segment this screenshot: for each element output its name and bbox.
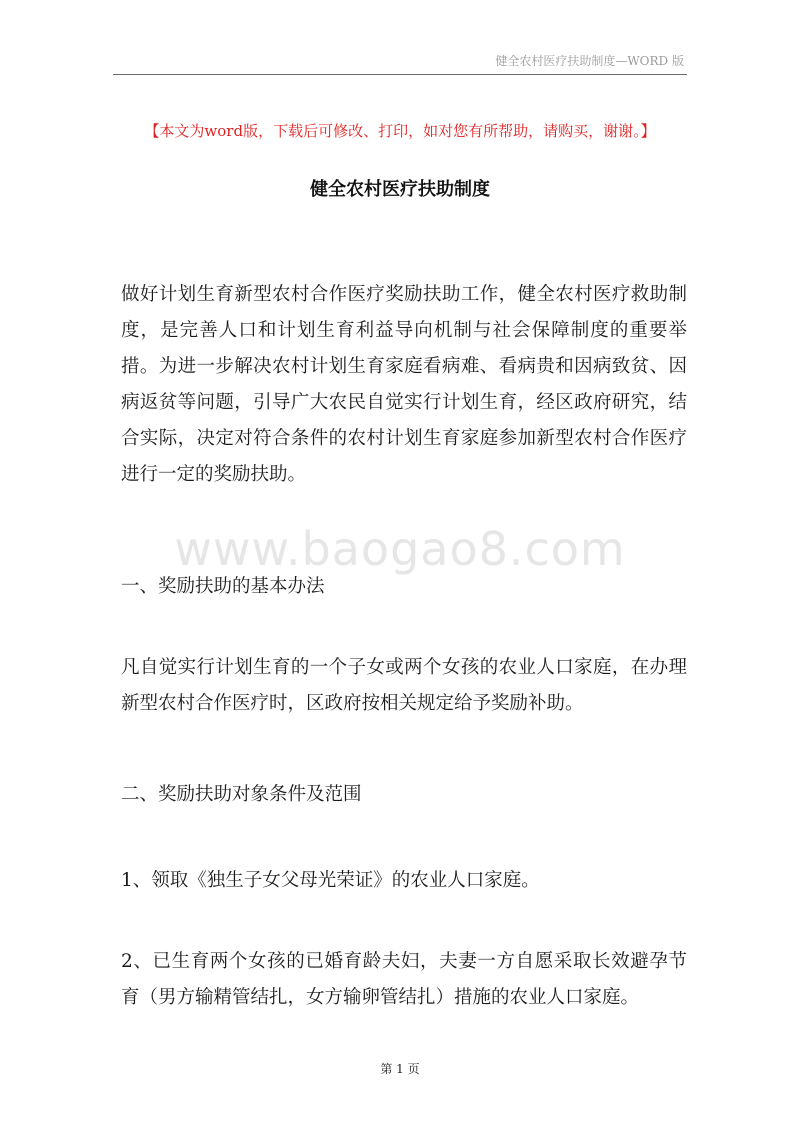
document-title: 健全农村医疗扶助制度 — [310, 179, 490, 200]
intro-paragraph: 做好计划生育新型农村合作医疗奖励扶助工作，健全农村医疗救助制度，是完善人口和计划生育利益导向机制与社会保障制度的重要举措。为进一步解决农村计划生育家庭看病难、看病贵和因病致贫、因病返贫等问题，引导广大农民自觉实行计划生育，经区政府研究，结合实际，决定对符合条件的农村计划生育家庭参加新型农村合作医疗进行一定的奖励扶助。 — [121, 284, 687, 485]
watermark: www.baogao8.com — [174, 522, 626, 576]
running-header: 健全农村医疗扶助制度—WORD 版 — [495, 54, 684, 68]
section-heading-2: 二、奖励扶助对象条件及范围 — [121, 784, 362, 805]
download-notice: 【本文为word版，下载后可修改、打印，如对您有所帮助，请购买，谢谢。】 — [144, 122, 656, 140]
page-number: 第 1 页 — [380, 1062, 420, 1076]
list-item-2: 2、已生育两个女孩的已婚育龄夫妇，夫妻一方自愿采取长效避孕节育（男方输精管结扎，女方输卵管结扎）措施的农业人口家庭。 — [121, 951, 687, 1008]
section-heading-1: 一、奖励扶助的基本办法 — [121, 576, 325, 597]
list-item-1: 1、领取《独生子女父母光荣证》的农业人口家庭。 — [121, 870, 540, 891]
section-1-paragraph: 凡自觉实行计划生育的一个子女或两个女孩的农业人口家庭，在办理新型农村合作医疗时，区政府按相关规定给予奖励补助。 — [121, 657, 687, 714]
header-divider — [113, 74, 687, 75]
